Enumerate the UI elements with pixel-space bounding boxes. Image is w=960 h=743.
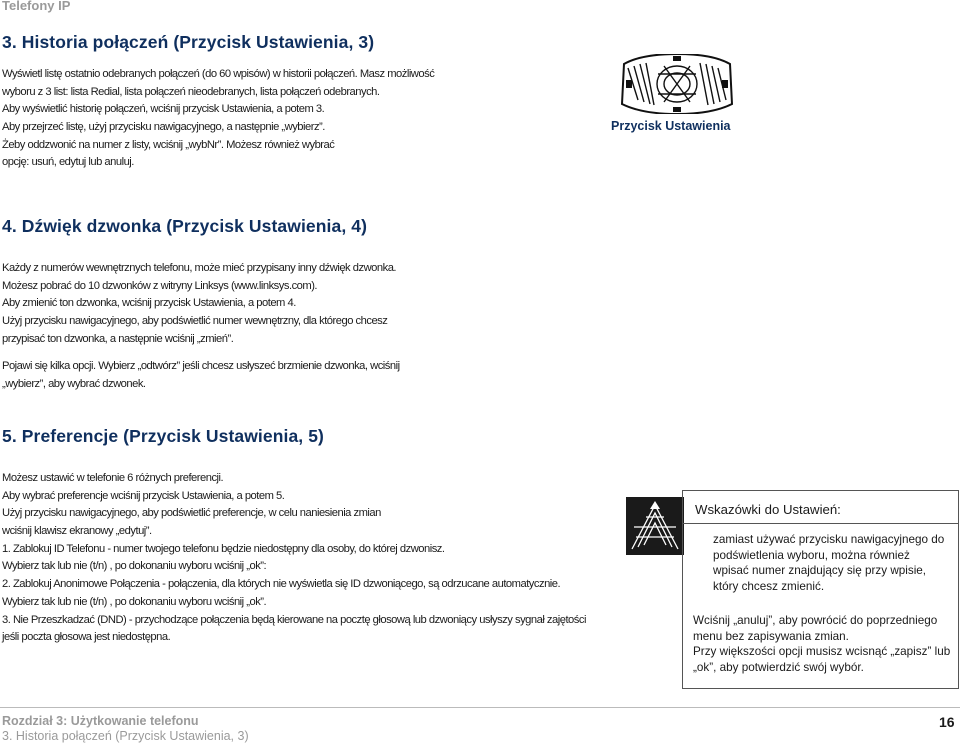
section3-body — [2, 66, 434, 172]
tips-line: Wciśnij „anuluj”, aby powrócić do poprzedniego — [693, 614, 938, 627]
section5-line: jeśli poczta głosowa jest niedostępna. — [2, 631, 171, 644]
section5-line: Aby wybrać preferencje wciśnij przycisk Ustawienia, a potem 5. — [2, 489, 285, 502]
footer-section: 3. Historia połączeń (Przycisk Ustawienia, 3) — [2, 729, 249, 743]
section3-heading: 3. Historia połączeń (Przycisk Ustawienia, 3) — [2, 32, 375, 52]
tips-line: menu bez zapisywania zmian. — [693, 629, 849, 643]
tips-line: podświetlenia wyboru, można również — [713, 548, 910, 562]
tips-divider — [683, 523, 958, 524]
tips-line: wpisać numer znajdujący się przy wpisie, — [713, 564, 927, 578]
section4-line: Użyj przycisku nawigacyjnego, aby podświetlić numer wewnętrzny, dla którego chcesz — [2, 315, 388, 328]
section3-line: Aby przejrzeć listę, użyj przycisku nawigacyjnego, a następnie „wybierz”. — [2, 121, 325, 134]
section3-line: Żeby oddzwonić na numer z listy, wciśnij „wybNr”. Możesz również wybrać — [2, 138, 335, 151]
section4-line: przypisać ton dzwonka, a następnie wciśnij „zmień”. — [2, 332, 234, 345]
navigation-arrow-icon — [626, 497, 684, 555]
section5-body — [2, 470, 586, 647]
footer-divider — [0, 707, 960, 708]
page-number: 16 — [939, 714, 955, 730]
section4-line: „wybierz”, aby wybrać dzwonek. — [2, 378, 146, 391]
tips-title: Wskazówki do Ustawień: — [695, 502, 841, 517]
section5-line: Wybierz tak lub nie (t/n) , po dokonaniu wyboru wciśnij „ok”. — [2, 595, 267, 608]
section5-line: Wybierz tak lub nie (t/n) , po dokonaniu wyboru wciśnij „ok”: — [2, 560, 267, 573]
tips-line: „ok”, aby potwierdzić swój wybór. — [693, 660, 864, 674]
section5-line: Użyj przycisku nawigacyjnego, aby podświetlić preferencje, w celu naniesienia zmian — [2, 507, 381, 520]
section4-body — [2, 260, 400, 394]
section5-line: 1. Zablokuj ID Telefonu - numer twojego telefonu będzie niedostępny dla osoby, do której dzwonisz. — [2, 542, 445, 555]
section4-line: Aby zmienić ton dzwonka, wciśnij przycisk Ustawienia, a potem 4. — [2, 297, 296, 310]
section4-heading: 4. Dźwięk dzwonka (Przycisk Ustawienia, 4) — [2, 216, 368, 236]
section5-line: 2. Zablokuj Anonimowe Połączenia - połączenia, dla których nie wyświetla się ID dzwoniącego, są odrzucane automatycznie. — [2, 578, 561, 591]
section3-line: wyboru z 3 list: lista Redial, lista połączeń nieodebranych, lista połączeń odebranych. — [2, 85, 380, 98]
section5-heading: 5. Preferencje (Przycisk Ustawienia, 5) — [2, 426, 324, 446]
tips-para2 — [693, 613, 950, 675]
section3-line: Wyświetl listę ostatnio odebranych połączeń (do 60 wpisów) w historii połączeń. Masz możliwość — [2, 68, 435, 80]
figure-caption: Przycisk Ustawienia — [611, 119, 731, 133]
section4-line: Każdy z numerów wewnętrznych telefonu, może mieć przypisany inny dźwięk dzwonka. — [2, 262, 397, 274]
section3-line: Aby wyświetlić historię połączeń, wciśnij przycisk Ustawienia, a potem 3. — [2, 103, 325, 116]
tips-line: zamiast używać przycisku nawigacyjnego do — [713, 533, 945, 546]
section4-line: Pojawi się kilka opcji. Wybierz „odtwórz” jeśli chcesz usłyszeć brzmienie dzwonka, wciśnij — [2, 360, 400, 373]
section5-line: Możesz ustawić w telefonie 6 różnych preferencji. — [2, 472, 224, 484]
tips-line: Przy większości opcji musisz wcisnąć „zapisz” lub — [693, 645, 951, 659]
footer-chapter: Rozdział 3: Użytkowanie telefonu — [2, 714, 199, 728]
section5-line: 3. Nie Przeszkadzać (DND) - przychodzące połączenia będą kierowane na pocztę głosową lub dzwoniący usłyszy sygnał zajętości — [2, 613, 586, 626]
settings-button-image — [618, 54, 736, 114]
header-title: Telefony IP — [2, 0, 71, 13]
section4-line: Możesz pobrać do 10 dzwonków z witryny Linksys (www.linksys.com). — [2, 279, 318, 292]
section5-line: wciśnij klawisz ekranowy „edytuj”. — [2, 525, 152, 538]
section3-line: opcję: usuń, edytuj lub anuluj. — [2, 156, 134, 169]
tips-line: który chcesz zmienić. — [713, 579, 825, 593]
tips-para1 — [713, 532, 944, 594]
